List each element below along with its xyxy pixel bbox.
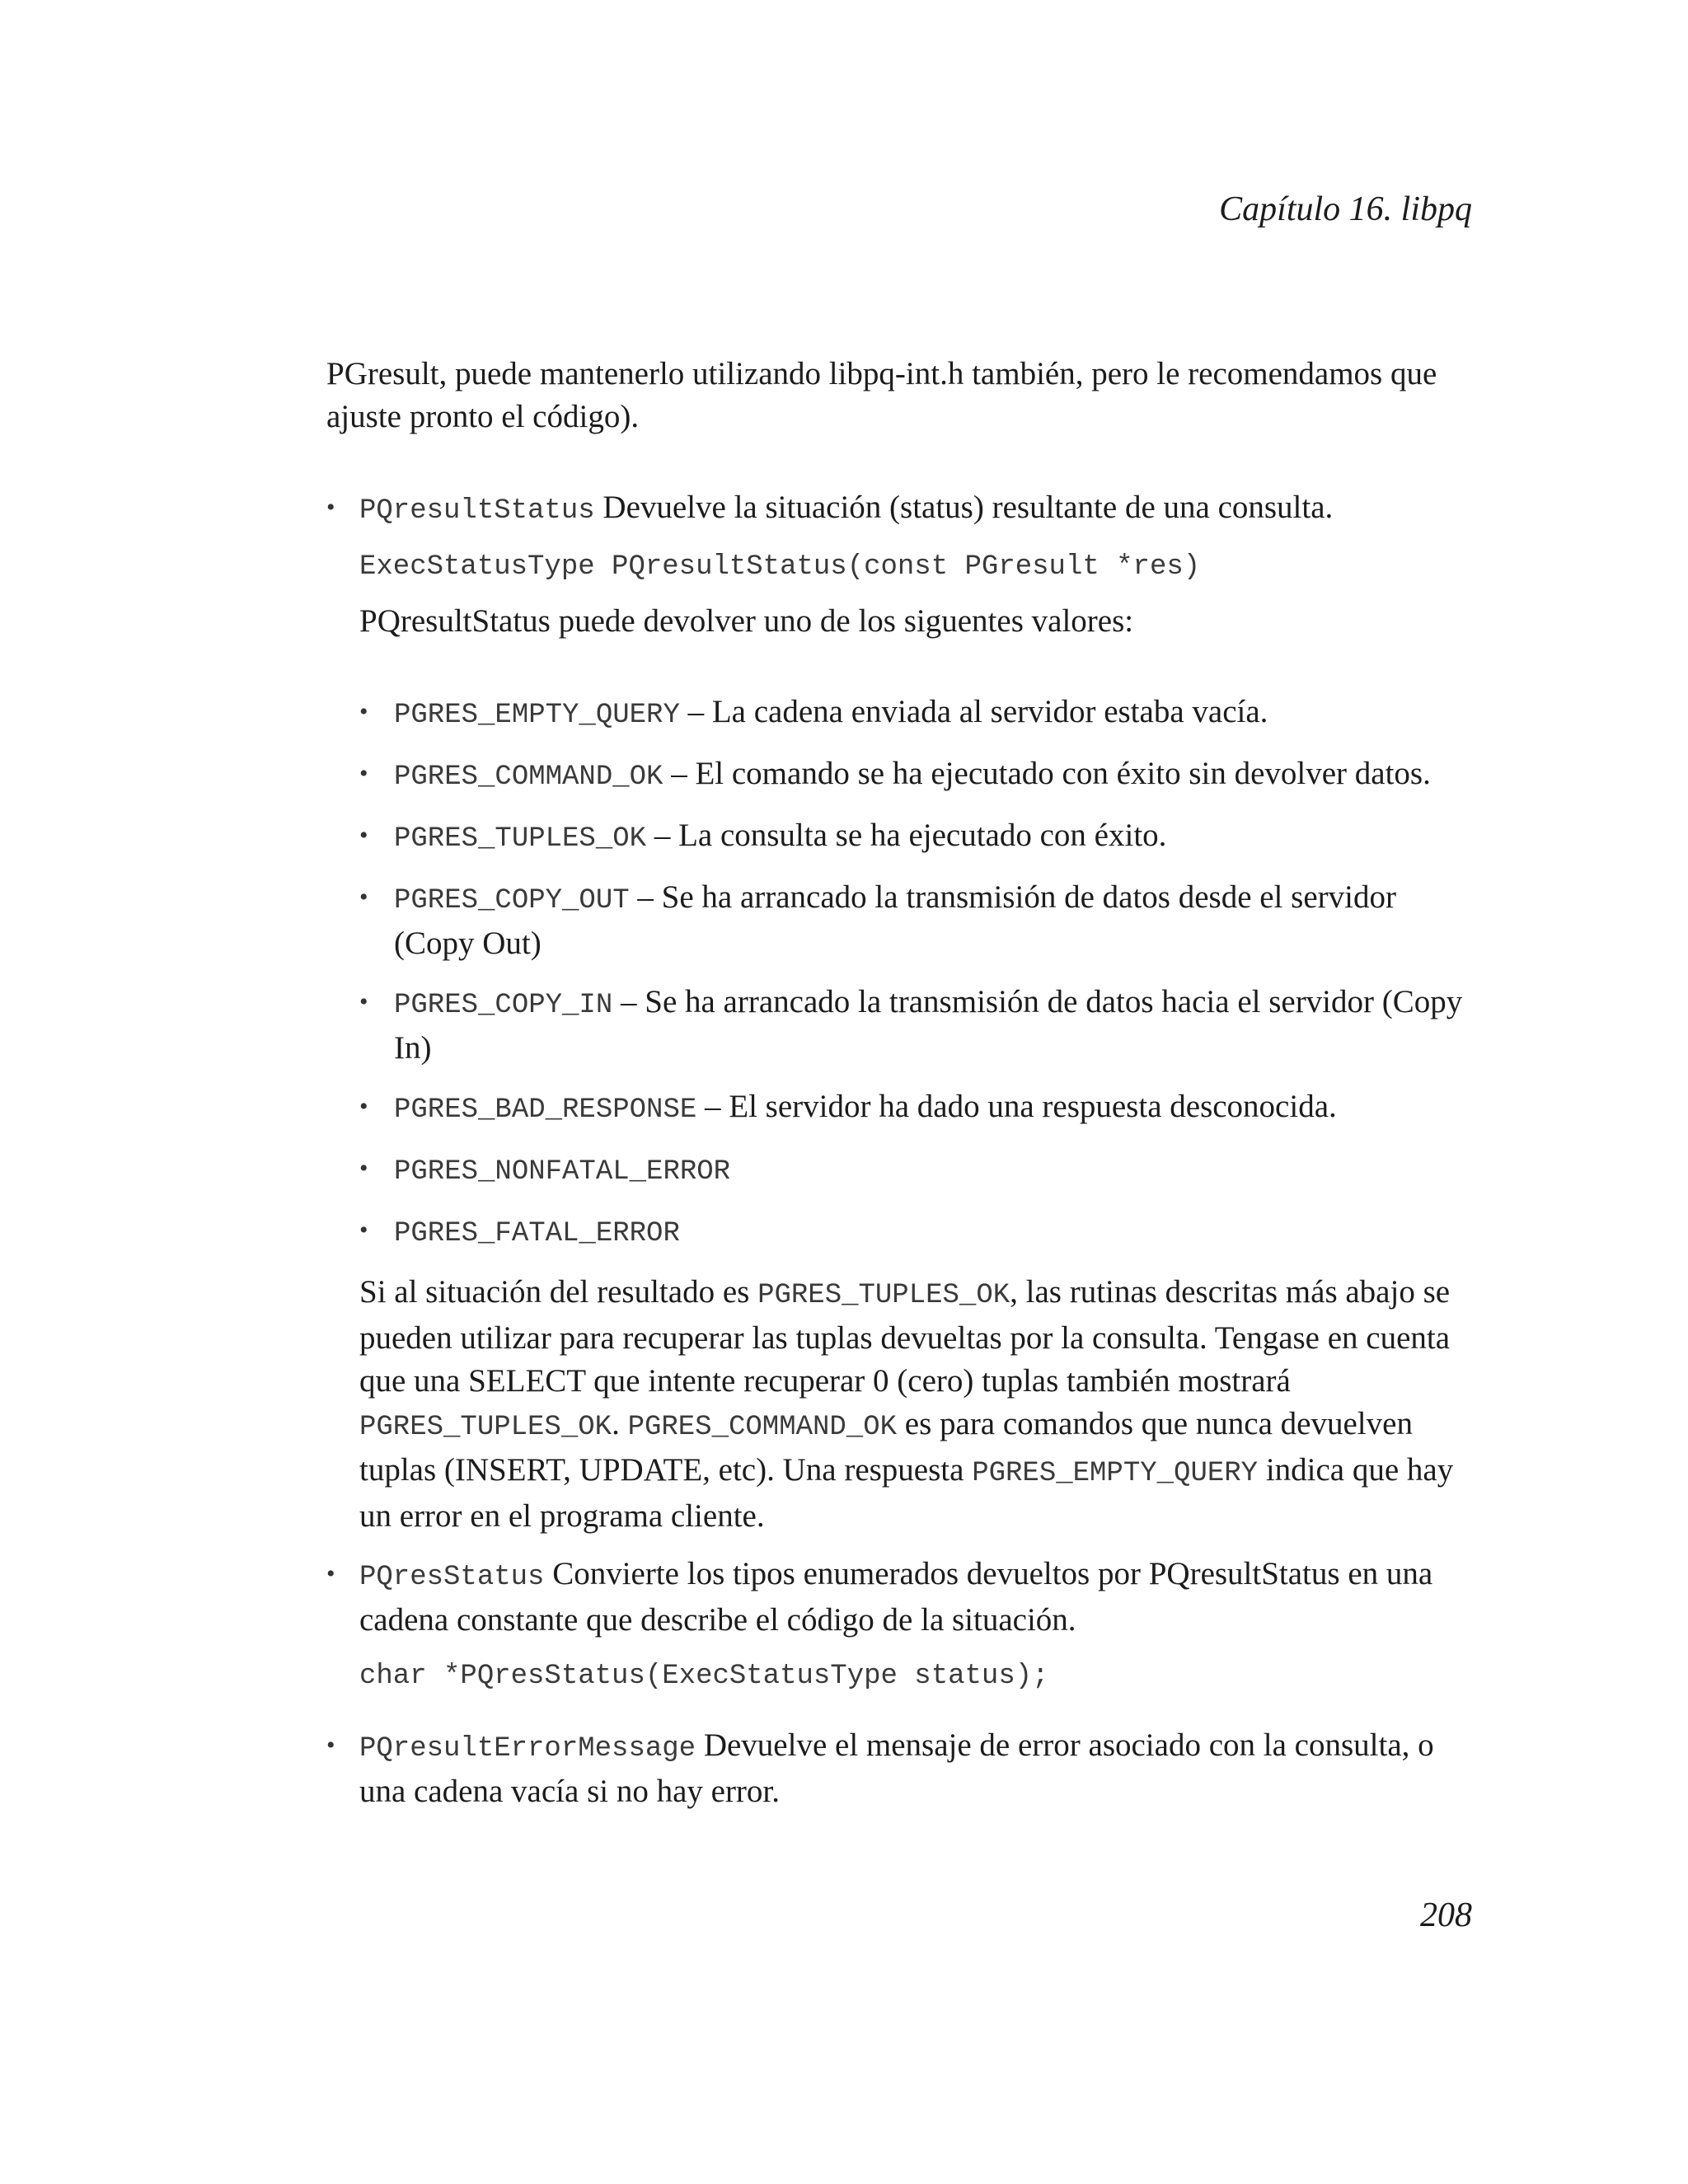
explanation-text: es para comandos que nunca devuelven tuplas (INSERT, UPDATE, etc). Una respuesta xyxy=(359,1406,1413,1488)
function-desc-text: Devuelve la situación (status) resultante de una consulta. xyxy=(594,490,1334,525)
status-desc: – La cadena enviada al servidor estaba vacía. xyxy=(679,694,1268,729)
function-description xyxy=(359,1553,1472,1642)
status-desc: – Se ha arrancado la transmisión de datos desde el servidor (Copy Out) xyxy=(394,879,1396,961)
bullet-icon: • xyxy=(326,494,335,521)
bullet-icon: • xyxy=(359,988,368,1015)
status-value-item xyxy=(359,1209,1472,1255)
status-value-item xyxy=(359,814,1472,860)
status-desc: – Se ha arrancado la transmisión de datos hacia el servidor (Copy In) xyxy=(394,984,1463,1066)
explanation-text: Si al situación del resultado es xyxy=(359,1274,758,1310)
explanation-text: , las rutinas descritas más abajo se pueden utilizar para recuperar las tuplas devueltas por la consulta. Tengase en cuenta que una SELECT que intente recuperar 0 (cero) tuplas también mostrará xyxy=(359,1274,1451,1399)
status-code: PGRES_EMPTY_QUERY xyxy=(394,700,680,731)
status-desc: – El servidor ha dado una respuesta desconocida. xyxy=(696,1089,1337,1124)
function-name: PQresStatus xyxy=(359,1562,545,1593)
status-code: PGRES_TUPLES_OK xyxy=(394,823,647,855)
function-item-pqresultstatus xyxy=(326,486,1472,1538)
bullet-icon: • xyxy=(359,1093,368,1120)
function-item-pqresulterrormessage xyxy=(326,1724,1472,1813)
inline-code: PGRES_EMPTY_QUERY xyxy=(972,1458,1259,1489)
bullet-icon: • xyxy=(326,1560,335,1587)
explanation-text: indica que hay un error en el programa cliente. xyxy=(359,1452,1454,1534)
status-code: PGRES_FATAL_ERROR xyxy=(394,1218,680,1249)
bullet-icon: • xyxy=(359,883,368,911)
function-desc-text: Convierte los tipos enumerados devueltos por PQresultStatus en una cadena constante que describe el código de la situación. xyxy=(359,1556,1433,1638)
status-code: PGRES_NONFATAL_ERROR xyxy=(394,1156,731,1188)
status-desc: – La consulta se ha ejecutado con éxito. xyxy=(646,818,1167,853)
status-desc: – El comando se ha ejecutado con éxito sin devolver datos. xyxy=(663,756,1431,791)
function-name: PQresultErrorMessage xyxy=(359,1733,696,1765)
status-value-item xyxy=(359,752,1472,799)
inline-code: PGRES_TUPLES_OK xyxy=(757,1280,1010,1311)
inline-code: PGRES_COMMAND_OK xyxy=(627,1412,898,1443)
status-value-item xyxy=(359,691,1472,737)
function-signature: ExecStatusType PQresultStatus(const PGresult *res) xyxy=(359,551,1201,583)
bullet-icon: • xyxy=(326,1732,335,1759)
bullet-icon: • xyxy=(359,698,368,725)
bullet-icon: • xyxy=(359,1155,368,1182)
inline-code: PGRES_TUPLES_OK xyxy=(359,1412,612,1443)
status-code: PGRES_COPY_OUT xyxy=(394,885,630,916)
tuples-explanation xyxy=(359,1271,1472,1538)
status-value-item xyxy=(359,981,1472,1070)
function-description xyxy=(359,1724,1472,1813)
values-intro: PQresultStatus puede devolver uno de los siguentes valores: xyxy=(359,603,1134,639)
status-code: PGRES_BAD_RESPONSE xyxy=(394,1094,697,1126)
status-code: PGRES_COMMAND_OK xyxy=(394,762,663,793)
intro-paragraph: PGresult, puede mantenerlo utilizando libpq-int.h también, pero le recomendamos que ajuste pronto el código). xyxy=(326,356,1437,434)
function-signature: char *PQresStatus(ExecStatusType status); xyxy=(359,1661,1049,1692)
function-item-pqresstatus xyxy=(326,1553,1472,1698)
status-value-item xyxy=(359,876,1472,965)
status-code: PGRES_COPY_IN xyxy=(394,990,613,1021)
bullet-icon: • xyxy=(359,822,368,849)
status-values-list xyxy=(359,691,1472,1255)
function-description xyxy=(359,486,1472,532)
page-body xyxy=(326,353,1472,1813)
status-value-item xyxy=(359,1147,1472,1193)
status-value-item xyxy=(359,1085,1472,1132)
page-number: 208 xyxy=(1420,1896,1472,1934)
explanation-text: . xyxy=(612,1406,628,1441)
bullet-icon: • xyxy=(359,760,368,787)
running-header: Capítulo 16. libpq xyxy=(1219,190,1472,228)
function-name: PQresultStatus xyxy=(359,495,595,527)
bullet-icon: • xyxy=(359,1216,368,1244)
function-desc-text: Devuelve el mensaje de error asociado con la consulta, o una cadena vacía si no hay error. xyxy=(359,1727,1434,1809)
